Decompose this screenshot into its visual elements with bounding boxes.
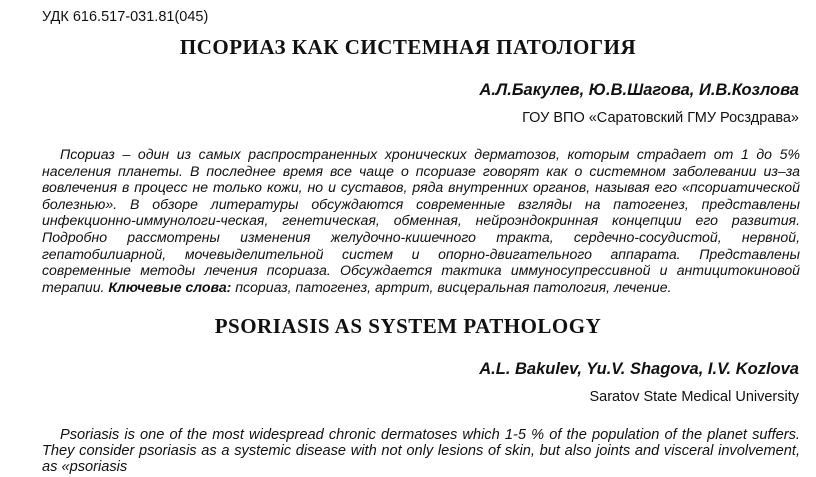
authors-ru: А.Л.Бакулев, Ю.В.Шагова, И.В.Козлова bbox=[479, 81, 799, 99]
keywords-label-ru: Ключевые слова: bbox=[108, 278, 232, 295]
article-title-en: PSORIASIS AS SYSTEM PATHOLOGY bbox=[214, 314, 602, 338]
affiliation-en: Saratov State Medical University bbox=[589, 389, 799, 405]
udc-code: УДК 616.517-031.81(045) bbox=[42, 9, 209, 25]
abstract-en-text: Psoriasis is one of the most widespread chronic dermatoses which 1-5 % of the population of the planet suffers. They consider psoriasis as a systemic disease with not only lesions of skin, but also joints and visceral involvement, as «psoriasis bbox=[42, 427, 800, 475]
keywords-ru: псориаз, патогенез, артрит, висцеральная патология, лечение. bbox=[235, 278, 672, 295]
abstract-ru bbox=[42, 146, 800, 295]
abstract-ru-text: Псориаз – один из самых распространенных хронических дерматозов, которым страдает от 1 до 5% населения планеты. В последнее время все чаще о псориазе говорят как о системном заболевании из–за вовлечения в процесс не только кожи, но и суставов, ряда внутренних органов, называя его «псориатической болезнью». В обзоре литературы обсуждаются современные взгляды на патогенез, представлены инфекционно-иммунологи-ческая, генетическая, обменная, нейроэндокринная концепции его развития. Подробно рассмотрены изменения желудочно-кишечного тракта, сердечно-сосудистой, нервной, гепатобилиарной, мочевыделительной систем и опорно-двигательного аппарата. Представлены современные методы лечения псориаза. Обсуждается тактика иммуносупрессивной и антицитокиновой терапии. bbox=[42, 146, 800, 295]
authors-en: A.L. Bakulev, Yu.V. Shagova, I.V. Kozlova bbox=[479, 360, 799, 378]
affiliation-ru: ГОУ ВПО «Саратовский ГМУ Росздрава» bbox=[522, 110, 799, 126]
abstract-en bbox=[42, 427, 800, 475]
article-title-ru: ПСОРИАЗ КАК СИСТЕМНАЯ ПАТОЛОГИЯ bbox=[179, 35, 637, 59]
